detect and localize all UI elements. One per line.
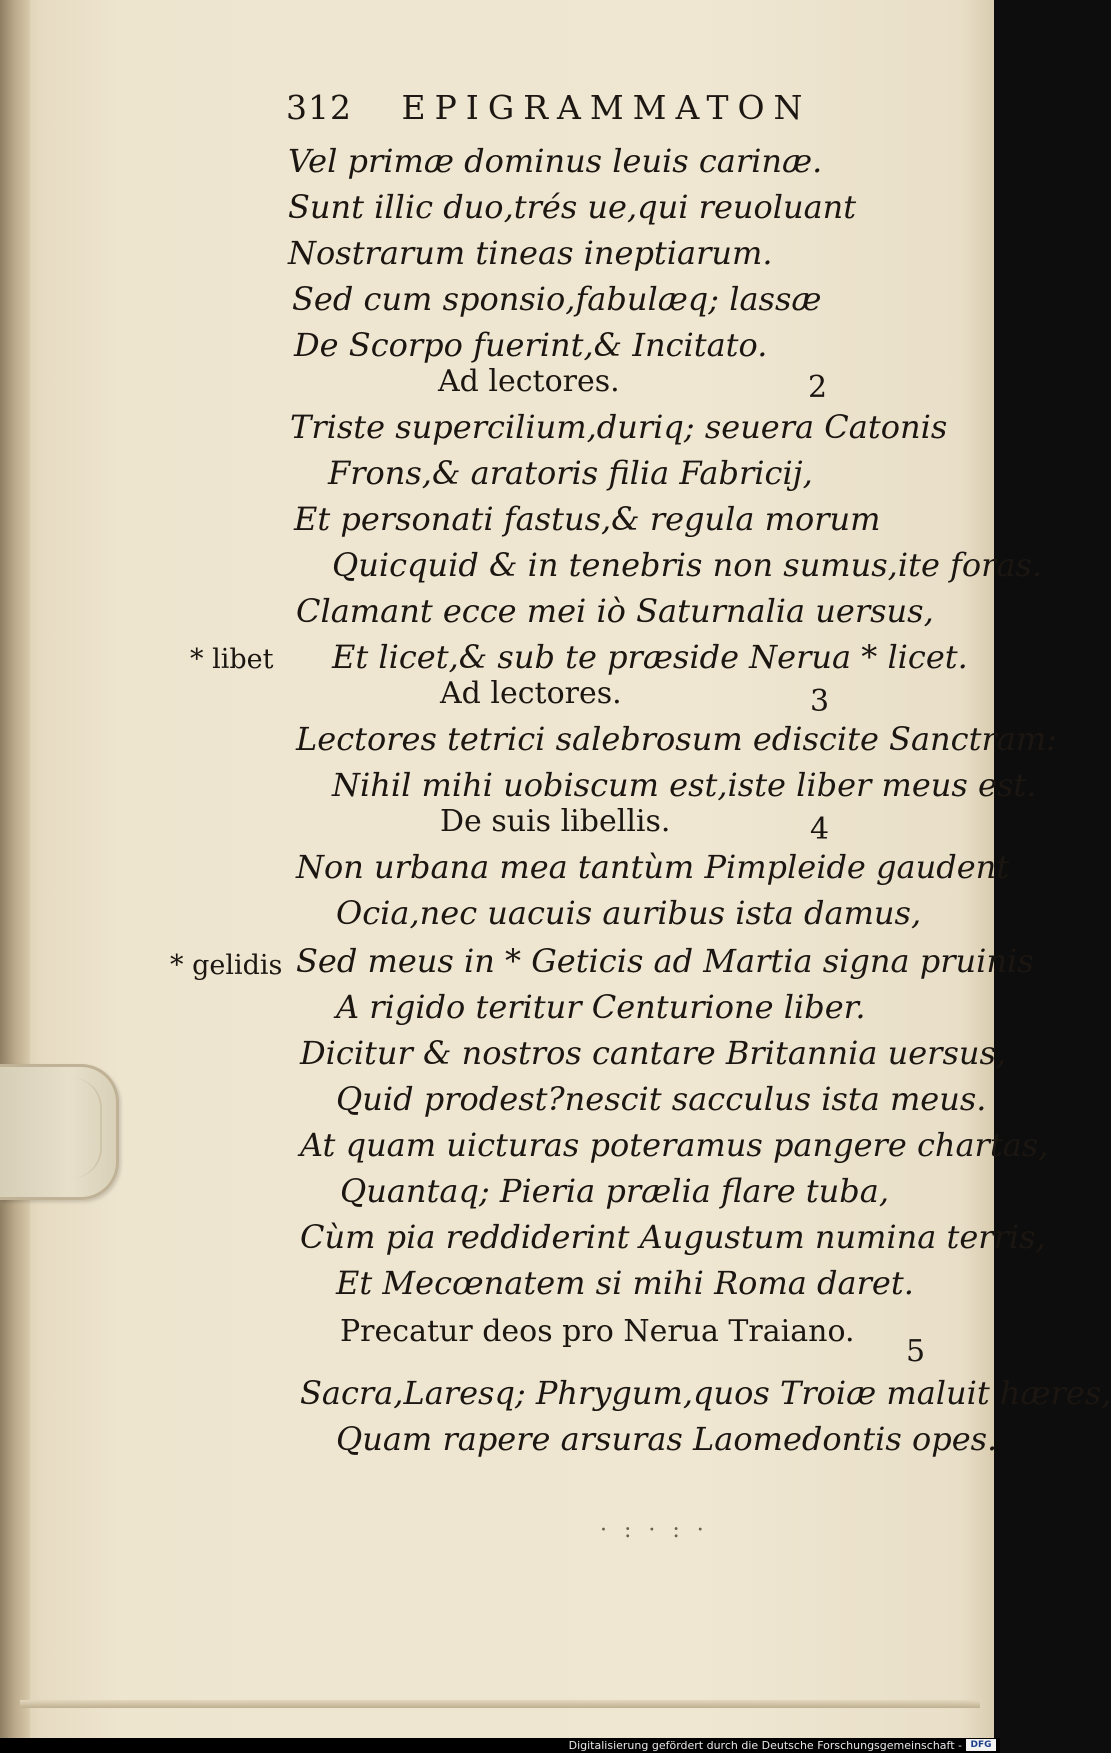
verse-line: Et licet,& sub te præside Nerua * licet. <box>332 638 968 676</box>
verse-line: Nihil mihi uobiscum est,iste liber meus est. <box>332 766 1037 804</box>
verse-line: Ocia,nec uacuis auribus ista damus, <box>336 894 922 932</box>
verse-line: Cùm pia reddiderint Augustum numina terris, <box>300 1218 1046 1256</box>
verse-line: Quam rapere arsuras Laomedontis opes. <box>336 1420 998 1458</box>
epigram-title: Precatur deos pro Nerua Traiano. <box>340 1314 855 1349</box>
page-bottom-edge <box>20 1700 980 1708</box>
dfg-logo: DFG <box>966 1739 996 1751</box>
verse-line: Clamant ecce mei iò Saturnalia uersus, <box>296 592 934 630</box>
epigram-number: 3 <box>810 684 830 719</box>
running-title: EPIGRAMMATON <box>401 88 812 127</box>
footer-credit: Digitalisierung gefördert durch die Deutsche Forschungsgemeinschaft - <box>568 1739 962 1752</box>
verse-line: Quid prodest?nescit sacculus ista meus. <box>336 1080 987 1118</box>
epigram-title: Ad lectores. <box>440 676 622 711</box>
epigram-number: 4 <box>810 812 830 847</box>
margin-note: * libet <box>190 644 274 675</box>
book-gutter <box>0 0 30 1738</box>
verse-line: Et personati fastus,& regula morum <box>294 500 881 538</box>
verse-line: Sacra,Laresq; Phrygum,quos Troiæ maluit hæres, <box>300 1374 1111 1412</box>
epigram-title: De suis libellis. <box>440 804 671 839</box>
verse-line: Lectores tetrici salebrosum ediscite Sanctram: <box>296 720 1057 758</box>
verse-line: De Scorpo fuerint,& Incitato. <box>294 326 768 364</box>
page-clip-inner <box>0 1078 102 1178</box>
epigram-number: 2 <box>808 370 828 405</box>
verse-line: Sed cum sponsio,fabulæq; lassæ <box>292 280 822 318</box>
verse-line: Non urbana mea tantùm Pimpleide gaudent <box>296 848 1010 886</box>
page-number: 312 <box>286 88 352 127</box>
ink-specks: · : · : · <box>600 1518 709 1543</box>
verse-line: Sed meus in * Geticis ad Martia signa pruinis <box>296 942 1034 980</box>
running-header <box>286 88 811 127</box>
margin-note: * gelidis <box>170 950 283 981</box>
verse-line: Triste supercilium,duriq; seuera Catonis <box>290 408 948 446</box>
verse-line: A rigido teritur Centurione liber. <box>336 988 866 1026</box>
verse-line: Quicquid & in tenebris non sumus,ite foras. <box>332 546 1043 584</box>
verse-line: Dicitur & nostros cantare Britannia uersus, <box>300 1034 1007 1072</box>
epigram-number: 5 <box>906 1334 926 1369</box>
verse-line: Nostrarum tineas ineptiarum. <box>288 234 773 272</box>
verse-line: Et Mecœnatem si mihi Roma daret. <box>336 1264 914 1302</box>
verse-line: Sunt illic duo,trés ue,qui reuoluant <box>288 188 857 226</box>
verse-line: Frons,& aratoris filia Fabricij, <box>328 454 813 492</box>
epigram-title: Ad lectores. <box>438 364 620 399</box>
verse-line: Quantaq; Pieria prælia flare tuba, <box>340 1172 889 1210</box>
verse-line: At quam uicturas poteramus pangere chartas, <box>300 1126 1049 1164</box>
verse-line: Vel primæ dominus leuis carinæ. <box>288 142 823 180</box>
